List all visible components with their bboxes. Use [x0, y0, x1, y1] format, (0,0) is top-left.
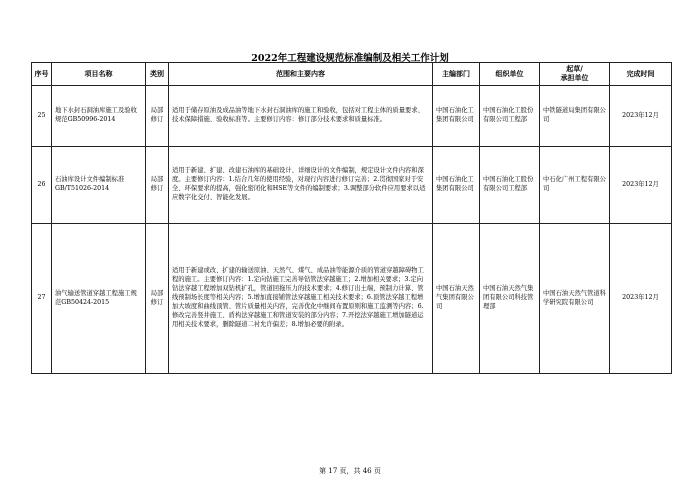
row-drafter: 中国石油天然气管道科学研究院有限公司	[540, 224, 610, 374]
row-no: 27	[32, 224, 52, 374]
header-drafter-line1: 起草/	[566, 64, 583, 74]
header-date: 完成时间	[610, 63, 672, 86]
header-dept: 主编部门	[433, 63, 480, 86]
row-no: 26	[32, 147, 52, 224]
table-row	[32, 224, 672, 374]
row-category: 局部修订	[146, 86, 169, 147]
row-category: 局部修订	[146, 224, 169, 374]
plan-table	[31, 62, 672, 374]
table-row	[32, 147, 672, 224]
row-dept: 中国石油化工集团有限公司	[433, 86, 480, 147]
row-dept: 中国石油化工集团有限公司	[433, 147, 480, 224]
page-footer: 第 17 页，共 46 页	[319, 467, 381, 475]
header-scope: 范围和主要内容	[169, 63, 433, 86]
row-date: 2023年12月	[610, 224, 672, 374]
row-scope: 适用于新建、扩建、改建石油库的基础设计、详细设计的文件编制，规定设计文件内容和深度。主要修订内容：1.结合几年的使用经验，对现行内容进行修订完善；2.贯彻国家对于安全、环保要求的提高，强化密闭化和HSE等文件的编制要求；3.调整部分软件应用要求以适应数字化交付、智能化发展。	[169, 147, 433, 224]
row-category: 局部修订	[146, 147, 169, 224]
row-date: 2023年12月	[610, 147, 672, 224]
header-org: 组织单位	[480, 63, 540, 86]
row-org: 中国石油化工股份有限公司工程部	[480, 86, 540, 147]
row-scope: 适用于储存原油及成品油等地下水封石洞油库的施工和验收，包括对工程主体的质量要求、技术保障措施、验收标准等。主要修订内容：修订部分技术要求和质量标准。	[169, 86, 433, 147]
header-no: 序号	[32, 63, 52, 86]
row-name: 石油库设计文件编制标准GB/T51026-2014	[52, 147, 146, 224]
header-name: 项目名称	[52, 63, 146, 86]
row-name: 油气输送管道穿越工程施工规范GB50424-2015	[52, 224, 146, 374]
row-scope: 适用于新建或改、扩建的输送原油、天然气、煤气、成品油等能源介质的管道穿越障碍物工程的施工。主要修订内容：1.定向钻施工完善导钻管法穿越施工；2.增加相关要求；3.定向钻法穿越工程增加双钻机扩孔，管道回拖压力的技术要求；4.修订出土端，预制力计算、管线预制场长度等相关内容；5.增加直接铺管法穿越施工相关技术要求；6.顶管法穿越工程增加大坡度和曲线顶管、管片质量相关内容，完善优化中继间布置原则和施工监测等内容；6.修改完善竖井施工、盾构法穿越施工和管道安装的部分内容；7.开挖法穿越施工增加隧道运用相关技术要求，删除隧道二衬允许偏差；8.增加必要的附录。	[169, 224, 433, 374]
row-dept: 中国石油天然气集团有限公司	[433, 224, 480, 374]
header-row	[32, 63, 672, 86]
row-drafter: 中石化广州工程有限公司	[540, 147, 610, 224]
row-date: 2023年12月	[610, 86, 672, 147]
header-drafter	[540, 63, 610, 86]
row-drafter: 中铁隧道局集团有限公司	[540, 86, 610, 147]
header-category: 类别	[146, 63, 169, 86]
header-drafter-line2: 承担单位	[560, 73, 589, 82]
row-org: 中国石油天然气集团有限公司科技管理部	[480, 224, 540, 374]
page-title: 2022年工程建设规范标准编制及相关工作计划	[251, 53, 449, 64]
row-no: 25	[32, 86, 52, 147]
row-name: 地下水封石洞油库施工及验收规范GB50996-2014	[52, 86, 146, 147]
table-row	[32, 86, 672, 147]
row-org: 中国石油化工股份有限公司工程部	[480, 147, 540, 224]
